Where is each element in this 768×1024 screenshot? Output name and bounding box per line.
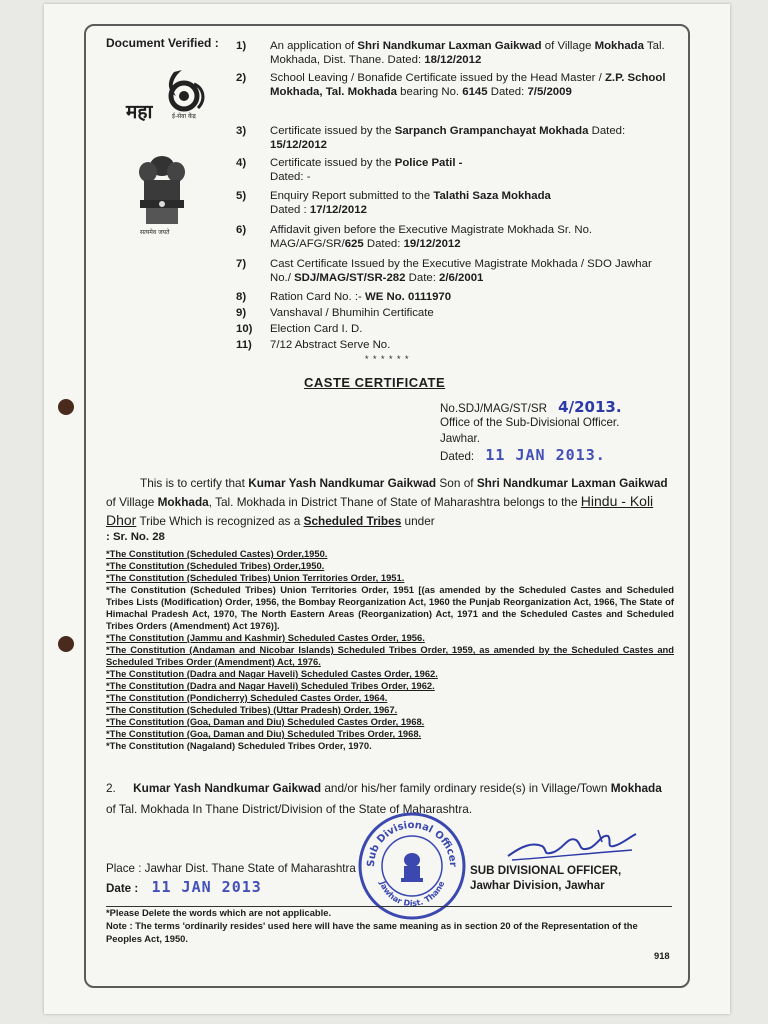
order-line: *The Constitution (Nagaland) Scheduled Tribes Order, 1970.	[106, 740, 372, 751]
order-line: *The Constitution (Goa, Daman and Diu) Scheduled Tribes Order, 1968.	[106, 728, 422, 739]
father-name: Shri Nandkumar Laxman Gaikwad	[476, 476, 668, 490]
order-line: *The Constitution (Scheduled Tribes) Union Territories Order, 1951.	[106, 572, 405, 583]
svg-text:Sub Divisional Officer: Sub Divisional Officer	[365, 819, 459, 868]
maha-logo	[124, 64, 214, 126]
order-line: *The Constitution (Scheduled Tribes) Union Territories Order, 1951 [(as amended by the Scheduled Castes and Scheduled Tribes Lists (Modification) Order, 1956, the Bombay Reorganization Act, 1960 the Punjab Reorganization Act, 1966, The State of Himachal Pradesh Act, 1970, The North Eastern Areas (Reorganization) Act, 1971 and the Scheduled Castes and Scheduled Tribes Orders (Amendment) Act 1976)].	[106, 584, 674, 631]
svg-text:Jawhar Dist. Thane: Jawhar Dist. Thane	[377, 879, 447, 909]
order-line: *The Constitution (Andaman and Nicobar Islands) Scheduled Tribes Order, 1959, as amended by the Scheduled Castes and Scheduled Tribes Order (Amendment) Act, 1976.	[106, 644, 674, 667]
certificate-title: CASTE CERTIFICATE	[304, 375, 446, 390]
separator-stars: * * * * * *	[365, 354, 410, 364]
issue-date: Dated: 11 JAN 2013.	[440, 446, 606, 464]
order-line: *The Constitution (Dadra and Nagar Haveli) Scheduled Castes Order, 1962.	[106, 668, 438, 679]
office-place: Jawhar.	[440, 432, 480, 445]
lion-capital-icon	[132, 150, 192, 230]
punch-hole-top	[58, 399, 74, 415]
order-line: *The Constitution (Scheduled Tribes) (Uttar Pradesh) Order, 1967.	[106, 704, 398, 715]
delete-note: *Please Delete the words which are not applicable.	[106, 907, 332, 918]
serial-number: : Sr. No. 28	[106, 531, 165, 543]
page-number: 918	[654, 950, 670, 961]
order-line: *The Constitution (Goa, Daman and Diu) Scheduled Castes Order, 1968.	[106, 716, 425, 727]
definition-note: Note : The terms 'ordinarily resides' used here will have the same meaning as in section 20 of the Representation of the Peoples Act, 1950.	[106, 920, 638, 944]
office-name: Office of the Sub-Divisional Officer.	[440, 416, 620, 429]
order-line: *The Constitution (Scheduled Tribes) Order,1950.	[106, 560, 325, 571]
order-line: *The Constitution (Pondicherry) Scheduled Castes Order, 1964.	[106, 692, 388, 703]
order-line: *The Constitution (Scheduled Castes) Order,1950.	[106, 548, 328, 559]
constitution-orders	[106, 548, 674, 752]
order-line: *The Constitution (Dadra and Nagar Haveli) Scheduled Tribes Order, 1962.	[106, 680, 435, 691]
state-emblem	[132, 150, 192, 242]
emblem-caption: सत्यमेव जयते	[140, 229, 170, 236]
officer-signature	[502, 824, 642, 868]
documents-verified-label: Document Verified :	[106, 36, 219, 50]
caste-category: Scheduled Tribes	[303, 514, 402, 528]
holder-name: Kumar Yash Nandkumar Gaikwad	[248, 476, 437, 490]
logo-text: महा	[126, 101, 153, 123]
officer-designation: SUB DIVISIONAL OFFICER,	[470, 864, 622, 877]
certify-paragraph: This is to certify that Kumar Yash Nandkumar Gaikwad Son of Shri Nandkumar Laxman Gaikwad of Village Mokhada, Tal. Mokhada in District Thane of State of Maharashtra belongs to the Hindu - Koli Dhor Tribe Which is recognized as a Scheduled Tribes under	[106, 476, 668, 528]
handwritten-number: 4/2013.	[558, 398, 622, 416]
logo-subtext: ई-सेवा केंद्र	[172, 113, 196, 120]
punch-hole-bottom	[58, 636, 74, 652]
date-stamp-bottom: 11 JAN 2013	[151, 878, 262, 896]
order-line: *The Constitution (Jammu and Kashmir) Scheduled Castes Order, 1956.	[106, 632, 425, 643]
signature-icon	[502, 824, 642, 868]
issue-place: Place : Jawhar Dist. Thane State of Maharashtra	[106, 862, 356, 875]
officer-division: Jawhar Division, Jawhar	[470, 879, 605, 892]
residence-paragraph: 2. Kumar Yash Nandkumar Gaikwad and/or his/her family ordinary reside(s) in Village/Town Mokhada of Tal. Mokhada In Thane District/Division of the State of Maharashtra.	[106, 781, 662, 816]
date-row: Date : 11 JAN 2013	[106, 878, 262, 896]
date-stamp: 11 JAN 2013.	[485, 446, 606, 464]
certificate-number: No.SDJ/MAG/ST/SR 4/2013.	[440, 398, 622, 416]
caste-name: Hindu - Koli Dhor	[106, 493, 654, 528]
